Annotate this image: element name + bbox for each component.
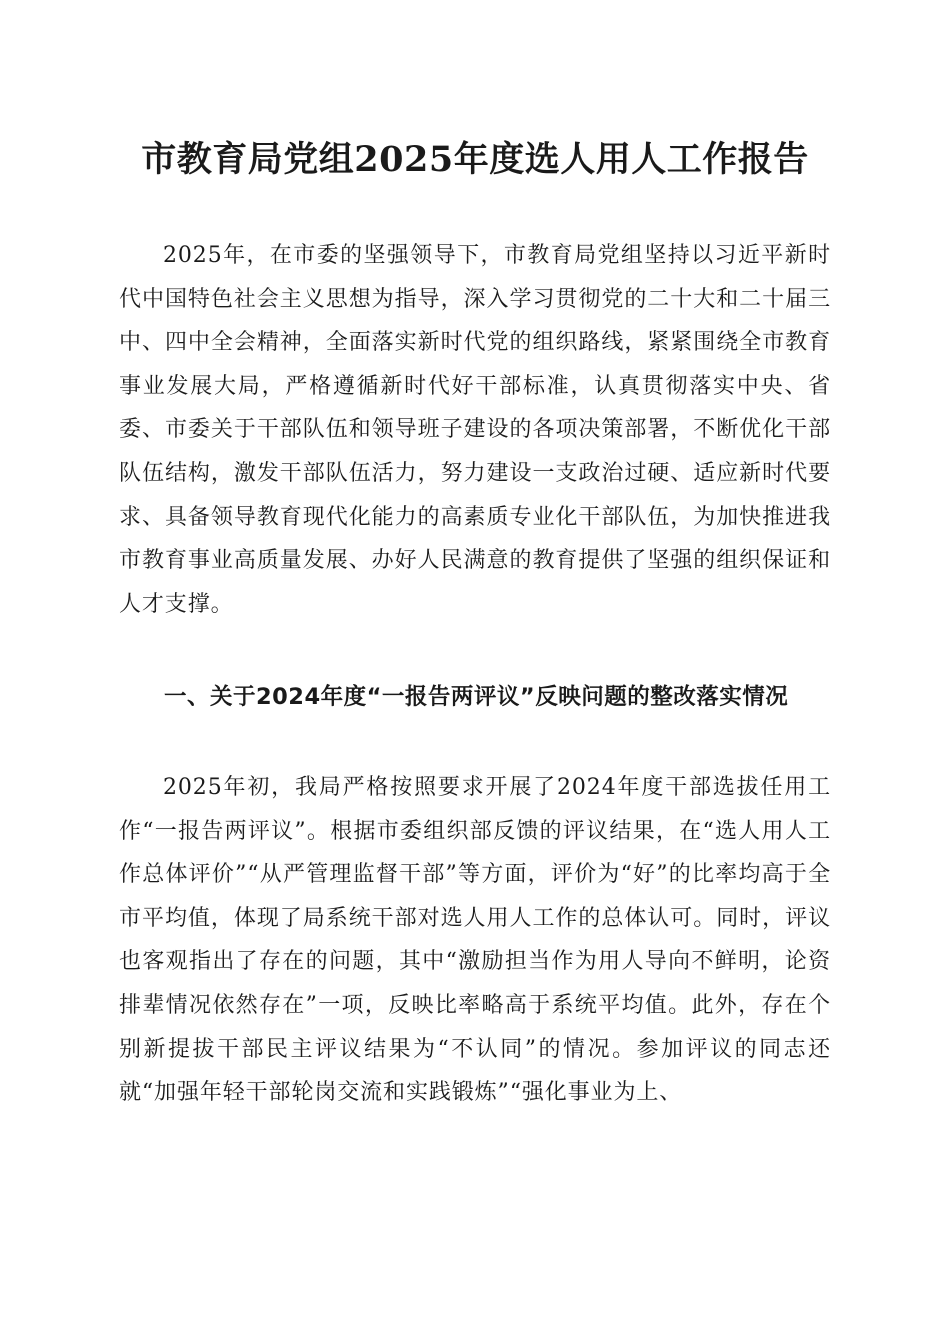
section-paragraph: 2025年初，我局严格按照要求开展了2024年度干部选拔任用工作“一报告两评议”。根据市委组织部反馈的评议结果，在“选人用人工作总体评价”“从严管理监督干部”等方面，评价为“好”的比率均高于全市平均值，体现了局系统干部对选人用人工作的总体认可。同时，评议也客观指出了存在的问题，其中“激励担当作为用人导向不鲜明，论资排辈情况依然存在”一项，反映比率略高于系统平均值。此外，存在个别新提拔干部民主评议结果为“不认同”的情况。参加评议的同志还就“加强年轻干部轮岗交流和实践锻炼”“强化事业为上、	[119, 775, 831, 1106]
document-title: 市教育局党组2025年度选人用人工作报告	[141, 139, 809, 180]
section-heading: 一、关于2024年度“一报告两评议”反映问题的整改落实情况	[164, 684, 789, 710]
intro-paragraph: 2025年，在市委的坚强领导下，市教育局党组坚持以习近平新时代中国特色社会主义思想为指导，深入学习贯彻党的二十大和二十届三中、四中全会精神，全面落实新时代党的组织路线，紧紧围绕全市教育事业发展大局，严格遵循新时代好干部标准，认真贯彻落实中央、省委、市委关于干部队伍和领导班子建设的各项决策部署，不断优化干部队伍结构，激发干部队伍活力，努力建设一支政治过硬、适应新时代要求、具备领导教育现代化能力的高素质专业化干部队伍，为加快推进我市教育事业高质量发展、办好人民满意的教育提供了坚强的组织保证和人才支撑。	[119, 243, 831, 617]
